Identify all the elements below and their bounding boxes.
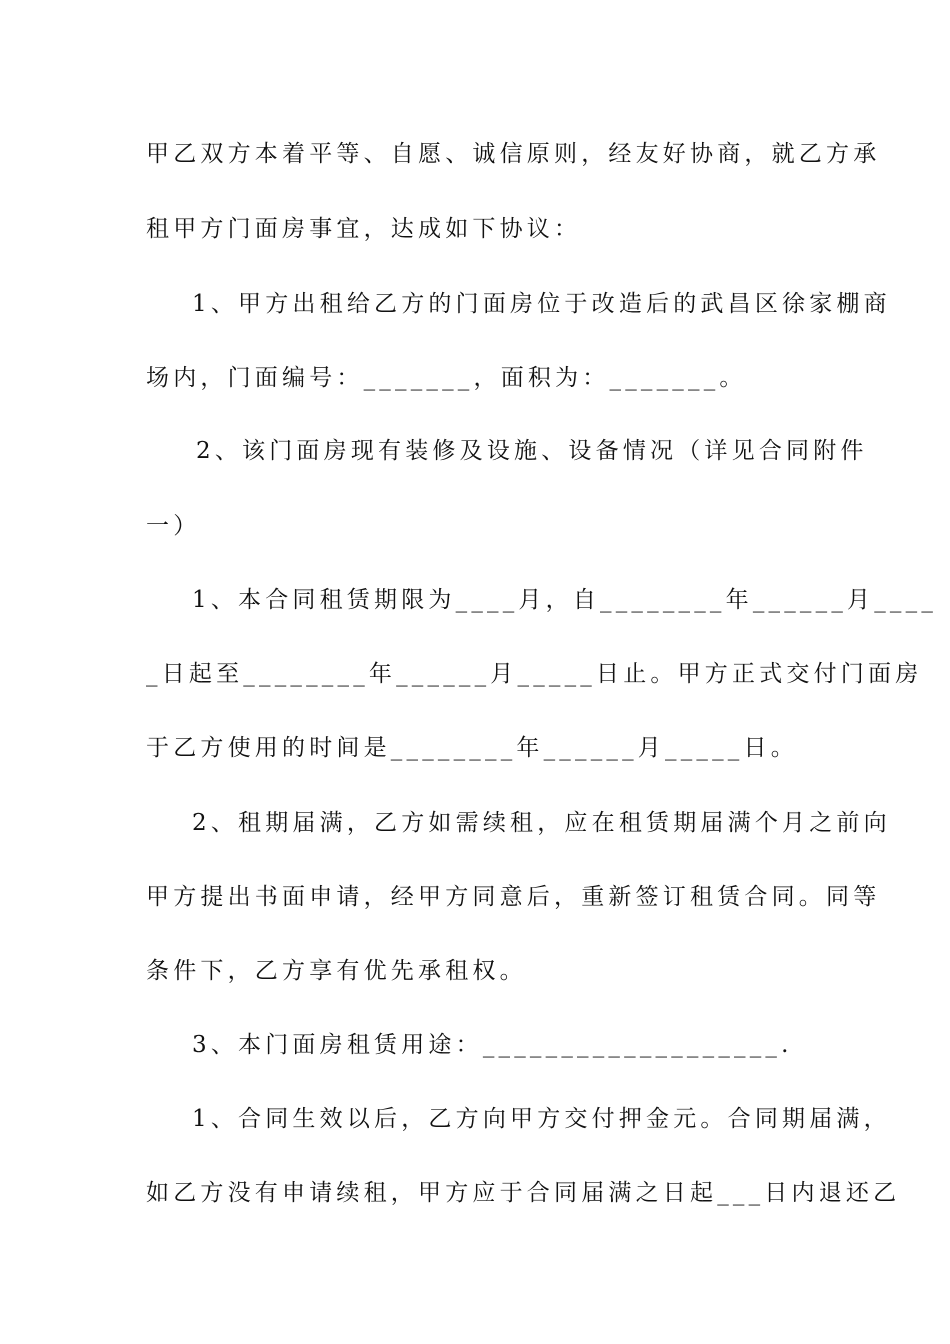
text-line-5: 2、该门面房现有装修及设施、设备情况（详见合同附件 [196,438,868,464]
text-line-11: 甲方提出书面申请，经甲方同意后，重新签订租赁合同。同等 [146,884,881,910]
text-line-2: 租甲方门面房事宜，达成如下协议： [146,216,582,242]
text-line-15: 如乙方没有申请续租，甲方应于合同届满之日起___日内退还乙 [146,1180,901,1206]
text-line-1: 甲乙双方本着平等、自愿、诚信原则，经友好协商，就乙方承 [146,141,881,167]
text-line-7: 1、本合同租赁期限为____月，自________年______月____ [192,587,938,613]
text-line-13: 3、本门面房租赁用途：___________________. [192,1032,793,1058]
text-line-14: 1、合同生效以后，乙方向甲方交付押金元。合同期届满， [192,1106,891,1132]
text-line-10: 2、租期届满，乙方如需续租，应在租赁期届满个月之前向 [192,810,891,836]
text-line-6: 一） [146,513,201,539]
text-line-9: 于乙方使用的时间是________年______月_____日。 [146,735,798,761]
text-line-4: 场内，门面编号：_______，面积为：_______。 [146,365,747,391]
text-line-8: _日起至________年______月_____日止。甲方正式交付门面房 [146,661,923,687]
text-line-3: 1、甲方出租给乙方的门面房位于改造后的武昌区徐家棚商 [192,291,891,317]
text-line-12: 条件下，乙方享有优先承租权。 [146,958,527,984]
